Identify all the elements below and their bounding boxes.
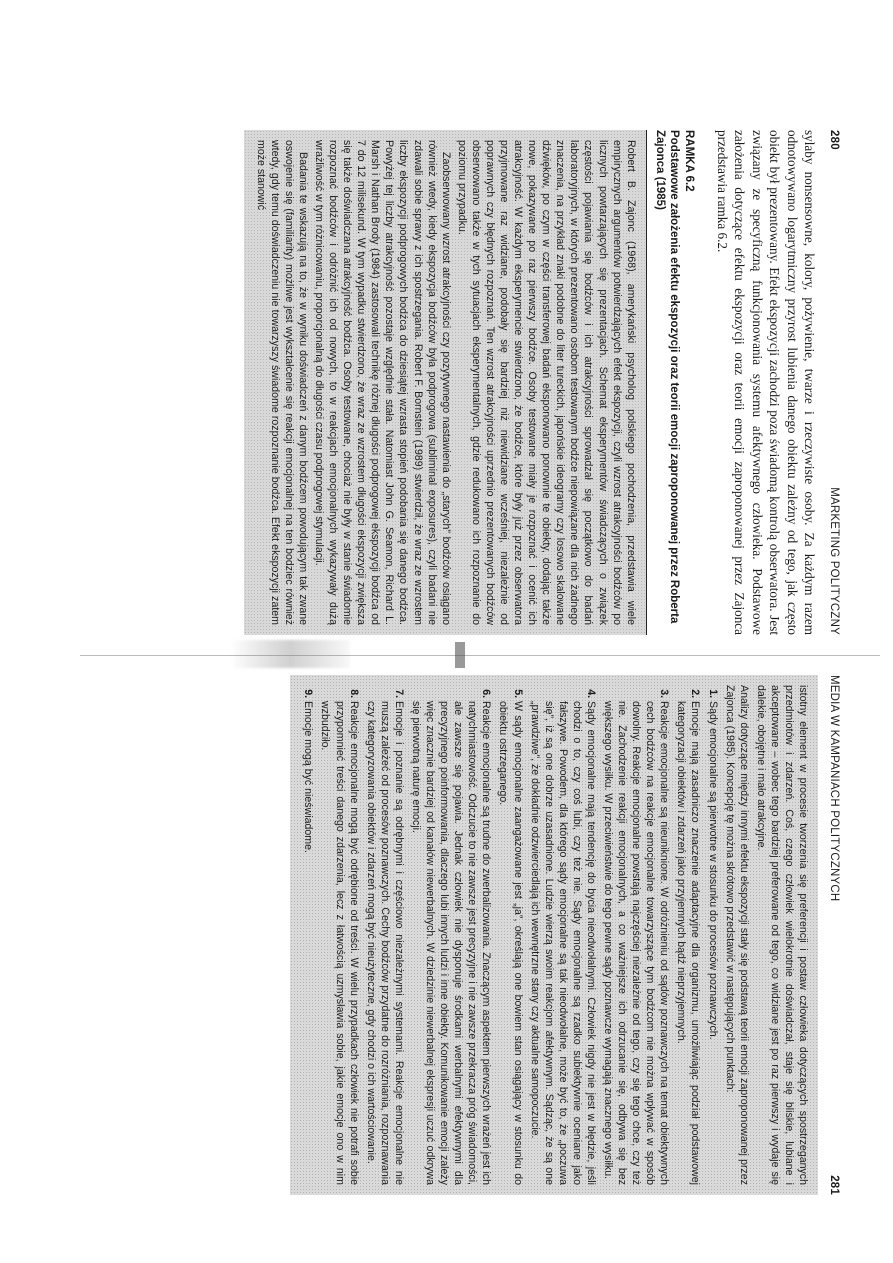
scan-mark <box>455 642 465 668</box>
scan-smudge <box>230 640 350 668</box>
left-page-number: 280 <box>828 130 840 150</box>
theory-point: 1. Sądy emocjonalne są pierwotne w stosunku do procesów poznawczych. <box>705 701 719 1185</box>
box-title: Podstawowe założenia efektu ekspozycji oraz teorii emocji zaproponowanej przez Roberta Zajonca (1985) <box>654 130 681 624</box>
right-running-title: MEDIA W KAMPANIACH POLITYCZNYCH <box>828 675 840 902</box>
box-paragraph-2: Zaobserwowany wzrost atrakcyjności czy pozytywnego nastawienia do „starych” bodźców osiągano również wtedy, kiedy ekspozycja bodźców była podprogowa (subliminal exposures), czyli badani nie zdawali sobie sprawy z ich spostrzegania. Robert F. Bornstein (1989) stwierdził, że wraz ze wzrostem liczby ekspozycji podprogowych bodźca do dziesiątej wzrasta stopień podobania się danego bodźca. Powyżej tej liczby atrakcyjność pozostaje względnie stała. Natomiast John G. Seamon, Richard L. Marsh i Nathan Brody (1984) zastosowali technikę różnej długości podprogowej ekspozycji bodźca od 7 do 12 milisekund. W tym wypadku stwierdzono, że wraz ze wzrostem długości ekspozycji zwiększa się także doświadczana atrakcyjność bodźca. Osoby testowane, chociaż nie były w stanie świadomie rozpoznać bodźców i odróżnić ich od nowych, to w reakcjach emocjonalnych wykazywały dużą wrażliwość w tym różnicowaniu, proporcjonalną do długości czasu podprogowej stymulacji. <box>313 140 452 625</box>
left-running-head <box>828 130 840 635</box>
right-page <box>140 675 840 1195</box>
theory-point: 7. Emocje i poznanie są odrębnymi i częściowo niezależnymi systemami. Reakcje emocjonalne nie muszą zależeć od procesów poznawczych. Cechy bodźców przydatne do rozróżniania, rozpoznawania czy kategoryzowania obiektów i zdarzeń mogą być nieużyteczne, gdy chodzi o ich wartościowanie. <box>364 701 406 1185</box>
left-running-title: MARKETING POLITYCZNY <box>828 487 840 635</box>
theory-point: 3. Reakcje emocjonalne są nieuniknione. W odróżnieniu od sądów poznawczych na temat obiektywnych cech bodźców na reakcje emocjonalne towarzyszące tym bodźcom nie można wpływać w sposób dowolny. Reakcje emocjonalne powstają najczęściej niezależnie od tego, czy się tego chce, czy też nie. Zachodzenie reakcji emocjonalnych, a co ważniejsze ich odrzucanie się, odbywa się bez większego wysiłku. W przeciwieństwie do tego pewne sądy poznawcze wymagają znacznego wysiłku. <box>601 701 671 1185</box>
theory-point: 8. Reakcje emocjonalne mogą być odrębione od treści. W wielu przypadkach człowiek nie potrafi sobie przypomnieć treści danego zdarzenia, lecz z łatwością uzmysławia sobie, jakie emocje ono w nim wzbudziło. <box>318 701 360 1185</box>
left-page <box>160 130 840 635</box>
theory-point: 4. Sądy emocjonalne mają tendencję do bycia nieodwołalnymi. Człowiek nigdy nie jest w błędzie, jeśli chodzi o to, czy coś lubi, czy też nie. Sądy emocjonalne są rzadko subiektywnie oceniane jako fałszywe. Powodem, dla którego sądy emocjonalne są tak nieodwołalne, może być to, że „poczuwa się”, iż są one dobrze uzasadnione. Ludzie wierzą swoim reakcjom afektywnym. Sądząc, że są one „prawdziwe”, że dokładnie odzwierciedlają ich wewnętrzne stany czy aktualne samopoczucie. <box>528 701 598 1185</box>
right-intro-paragraph: istotny element w procesie tworzenia się preferencji i postaw człowieka dotyczących spostrzeganych przedmiotów i zdarzeń. Coś, czego człowiek wielokrotnie doświadczał, staje się bliskie, lubiane i akceptowane – wobec tego bardziej preferowane od tego, co widziane jest po raz pierwszy i wydaje się dalekie, obojętne i mało atrakcyjne. <box>754 685 809 1185</box>
theory-point: 2. Emocje mają zasadniczo znaczenie adaptacyjne dla organizmu, umożliwiając podział podstawowej kategoryzacji obiektów i zdarzeń jako przyjemnych bądź nieprzyjemnych. <box>674 701 702 1185</box>
box-paragraph-3: Badania te wskazują na to, że w wyniku doświadczeń z danym bodźcem powodującym tak zwane oswojenie się (familiarity) możliwe jest wykształcenie się reakcji emocjonalnej na ten bodziec również wtedy, gdy temu doświadczeniu nie towarzyszy świadome rozpoznanie bodźca. Efekt ekspozycji zatem może stanowić <box>254 140 309 625</box>
box-label: RAMKA 6.2 <box>683 130 696 192</box>
right-running-head <box>828 675 840 1195</box>
ramka-box <box>244 130 647 635</box>
theory-points-list <box>301 685 719 1185</box>
right-page-number: 281 <box>828 1175 840 1195</box>
theory-point: 5. W sądy emocjonalne zaangażowane jest „ja”, określają one bowiem stan osiągający w stosunku do obiektu ostrzeganego. <box>496 701 524 1185</box>
left-body <box>713 130 818 635</box>
right-lead-paragraph: Analizy dotyczące między innymi efektu ekspozycji stały się podstawą teorii emocji zaproponowanej przez Zajonca (1985). Koncepcję tę można skrótowo przedstawić w następujących punktach: <box>723 685 750 1185</box>
left-intro-paragraph: sylaby nonsensowne, kolory, pożywienie, twarze i rzeczywiste osoby. Za każdym razem odnotowywano logarytmiczny przyrost lubienia danego obiektu zależny od tego, jak często obiekt był prezentowany. Efekt ekspozycji zachodzi poza świadomą kontrolą obserwatora. Jest związany ze specyficzną funkcjonowania systemu afektywnego człowieka. Podstawowe założenia dotyczące efektu ekspozycji oraz teorii emocji zaproponowanej przez Zajonca przedstawia ramka 6.2. <box>714 130 817 635</box>
gutter-line <box>80 655 880 656</box>
theory-point: 6. Reakcje emocjonalne są trudne do zwerbalizowania. Znaczącym aspektem pierwszych wrażeń jest ich natychmiastowość. Odczucie to nie zawsze jest precyzyjne i nie zawsze przekracza próg świadomości, ale zawsze się pojawia. Jednak człowiek nie dysponuje środkami werbalnymi efektywnymi dla precyzyjnego poinformowania, dlaczego lubi innych ludzi i inne obiekty. Komunikowanie emocji zależy więc znacznie bardziej od kanałów niewerbalnych. W dziedzinie niewerbalnej ekspresji uczuć odkrywa się pierwotną naturę emocji. <box>409 701 493 1185</box>
box-paragraph-1: Robert B. Zajonc (1968), amerykański psycholog polskiego pochodzenia, przedstawia wiele empirycznych argumentów potwierdzających efekt ekspozycji, czyli wzrost atrakcyjności bodźców po licznych powtarzających się prezentacjach. Schemat eksperymentów świadczących o związek częstości pojawiania się bodźców i ich atrakcyjności sprowadzał się początkowo do badań laboratoryjnych, w których prezentowano osobom testowanym bodźce niepowiązane dla nich żadnego znaczenia, na przykład znaki podobne do liter tureckich, japońskie ideogramy czy losowo skalowane dźwięków, po czym w części transferowej badań eksponowano ponownie te obiekty, dodając także nowe, pokazywane po raz pierwszy bodźce. Osoby testowane miały je rozpoznać i ocenić ich atrakcyjność. W każdym eksperymencie stwierdzono, że bodźce, które były już przez obserwatora przyjmowane raz widziane, podobały się bardziej niż niewidziane wcześniej, niezależnie od poprawnych czy błędnych rozpoznań. Ten wzrost atrakcyjności uprzednio prezentowanych bodźców obserwowano także w tych sytuacjach eksperymentalnych, gdzie redukowano ich rozpoznanie do poziomu przypadku. <box>455 140 637 625</box>
theory-point: 9. Emocje mogą być nieświadome. <box>301 701 315 1185</box>
right-box-continuation <box>290 675 818 1195</box>
